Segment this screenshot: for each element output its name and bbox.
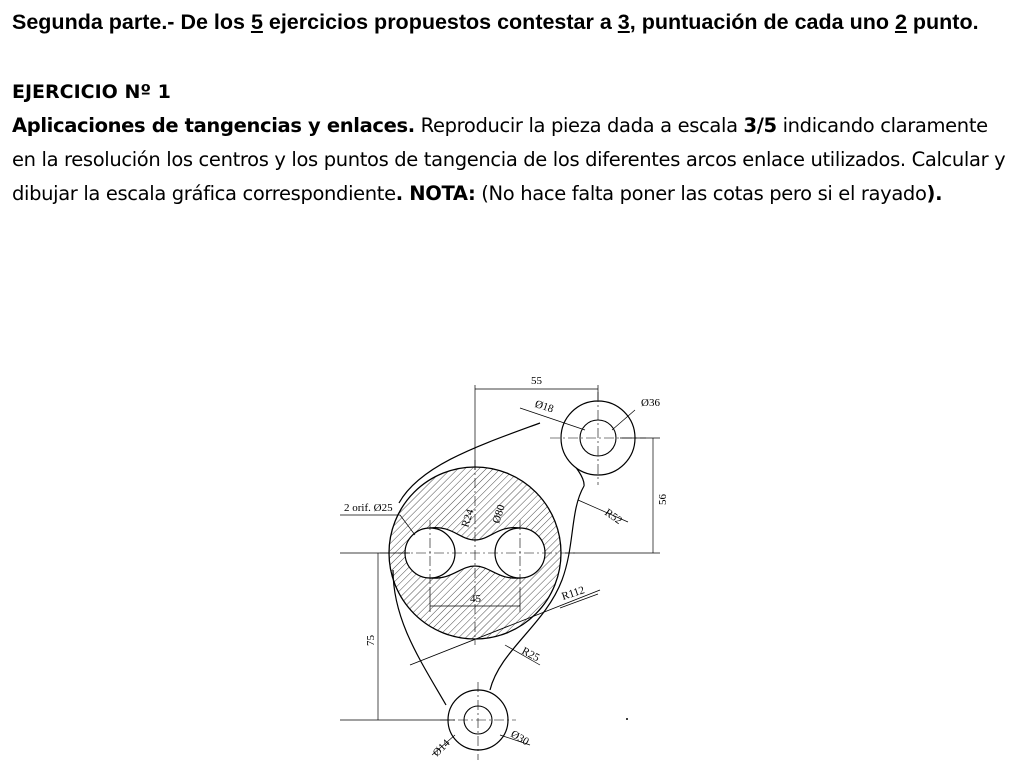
dim-orif-label: 2 orif. Ø25 <box>344 502 393 514</box>
stray-dot <box>626 718 628 720</box>
dim-75-label: 75 <box>365 635 377 646</box>
dim-r24-label: R24 <box>459 507 477 529</box>
dim-d14-label: Ø14 <box>430 737 453 760</box>
section-heading <box>12 8 1012 37</box>
heading-points: 2 <box>894 10 907 34</box>
dim-r25-label: R25 <box>519 645 542 665</box>
heading-text-1: Segunda parte.- De los <box>12 10 251 34</box>
statement-scale: 3/5 <box>743 114 777 137</box>
statement-note-label: . NOTA: <box>395 182 476 205</box>
dim-d30-label: Ø30 <box>508 728 531 749</box>
dim-r112-label: R112 <box>560 584 587 603</box>
dim-45-label: 45 <box>470 593 481 605</box>
technical-drawing <box>330 365 690 765</box>
statement-text-2: indicando claramente en la resolución los centros y los puntos de tangencia de los diferentes arcos enlace utilizados. Calcular y dibujar la escala gráfica correspondiente <box>12 114 1006 205</box>
dim-d36-label: Ø36 <box>641 397 660 409</box>
exercise-title: EJERCICIO Nº 1 <box>12 81 171 103</box>
dim-d18-label: Ø18 <box>533 398 556 416</box>
heading-text-4: punto. <box>906 10 979 34</box>
exercise-statement <box>12 109 1017 211</box>
heading-answer-count: 3 <box>617 10 630 34</box>
dim-55-label: 55 <box>531 375 542 387</box>
statement-note-text: (No hace falta poner las cotas pero si el rayado <box>475 182 927 205</box>
statement-text-1: Reproducir la pieza dada a escala <box>414 114 744 137</box>
heading-text-2: ejercicios propuestos contestar a <box>262 10 618 34</box>
dim-d80-label: Ø80 <box>490 503 508 525</box>
heading-total-count: 5 <box>250 10 263 34</box>
statement-end: ). <box>926 182 943 205</box>
dim-56-label: 56 <box>657 494 669 505</box>
heading-text-3: , puntuación de cada uno <box>629 10 895 34</box>
dim-r52-label: R52 <box>602 506 625 527</box>
statement-topic: Aplicaciones de tangencias y enlaces. <box>12 114 415 137</box>
